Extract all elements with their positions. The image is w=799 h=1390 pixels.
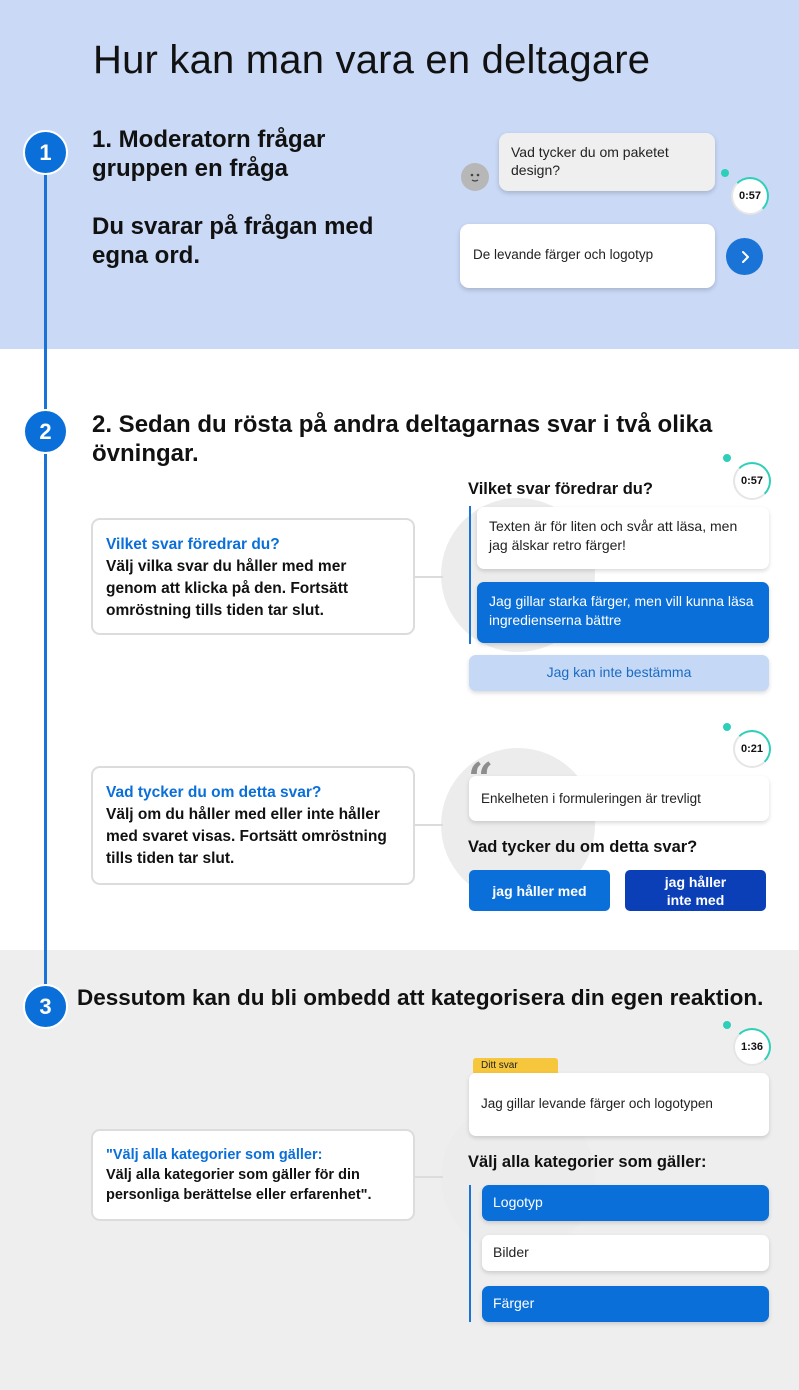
categories-question: Välj alla kategorier som gäller:: [468, 1153, 707, 1171]
info-box-title: Vilket svar föredrar du?: [106, 536, 280, 553]
options-bar: [469, 1185, 471, 1322]
step-3-heading: Dessutom kan du bli ombedd att kategorisera din egen reaktion.: [77, 985, 764, 1010]
step-1-heading: 1. Moderatorn frågar gruppen en fråga: [92, 126, 326, 182]
info-box-title: Vad tycker du om detta svar?: [106, 784, 322, 801]
chevron-right-icon: [738, 250, 752, 264]
your-answer-tag: Ditt svar: [473, 1058, 558, 1073]
timer-dot: [721, 169, 729, 177]
disagree-button[interactable]: jag håller inte med: [625, 870, 766, 911]
step-3-badge: 3: [23, 984, 68, 1029]
connector-line: [413, 576, 443, 578]
face-icon: [466, 168, 484, 186]
answer-option-selected[interactable]: Jag gillar starka färger, men vill kunna läsa ingredienserna bättre: [477, 582, 769, 643]
timer: 0:21: [733, 730, 771, 768]
timer: 0:57: [733, 462, 771, 500]
category-option-selected[interactable]: Färger: [482, 1286, 769, 1322]
info-box-text: Välj om du håller med eller inte håller med svaret visas. Fortsätt omröstning tills tiden tar slut.: [106, 806, 387, 867]
info-box-categories: [91, 1129, 415, 1221]
cannot-decide-button[interactable]: Jag kan inte bestämma: [469, 655, 769, 691]
agree-question: Vad tycker du om detta svar?: [468, 838, 698, 856]
answer-input[interactable]: De levande färger och logotyp: [460, 224, 715, 288]
page-title: Hur kan man vara en deltagare: [93, 38, 651, 82]
info-box-text: Välj vilka svar du håller med mer genom att klicka på den. Fortsätt omröstning tills tiden tar slut.: [106, 558, 349, 619]
category-option-selected[interactable]: Logotyp: [482, 1185, 769, 1221]
preference-question: Vilket svar föredrar du?: [468, 480, 653, 498]
step-1-badge: 1: [23, 130, 68, 175]
category-option[interactable]: Bilder: [482, 1235, 769, 1271]
timer-dot: [723, 454, 731, 462]
timer: 0:57: [731, 177, 769, 215]
timer: 1:36: [733, 1028, 771, 1066]
send-button[interactable]: [726, 238, 763, 275]
step-2-heading: 2. Sedan du rösta på andra deltagarnas svar i två olika övningar.: [92, 411, 713, 467]
agree-button[interactable]: jag håller med: [469, 870, 610, 911]
step-2-badge: 2: [23, 409, 68, 454]
your-answer: Jag gillar levande färger och logotypen: [469, 1073, 769, 1136]
timer-dot: [723, 723, 731, 731]
timer-dot: [723, 1021, 731, 1029]
connector-line: [413, 1176, 443, 1178]
quoted-answer: Enkelheten i formuleringen är trevligt: [469, 776, 769, 821]
moderator-question: Vad tycker du om paketet design?: [499, 133, 715, 191]
timeline-line: [44, 152, 47, 1007]
info-box-agree: [91, 766, 415, 885]
info-box-preference: [91, 518, 415, 635]
moderator-avatar: [461, 163, 489, 191]
answer-option[interactable]: Texten är för liten och svår att läsa, men jag älskar retro färger!: [477, 507, 769, 569]
step-1-subheading: Du svarar på frågan med egna ord.: [92, 213, 374, 269]
options-bar: [469, 506, 471, 644]
info-box-title: "Välj alla kategorier som gäller:: [106, 1147, 323, 1163]
connector-line: [413, 824, 443, 826]
info-box-text: Välj alla kategorier som gäller för din personliga berättelse eller erfarenhet".: [106, 1167, 372, 1203]
